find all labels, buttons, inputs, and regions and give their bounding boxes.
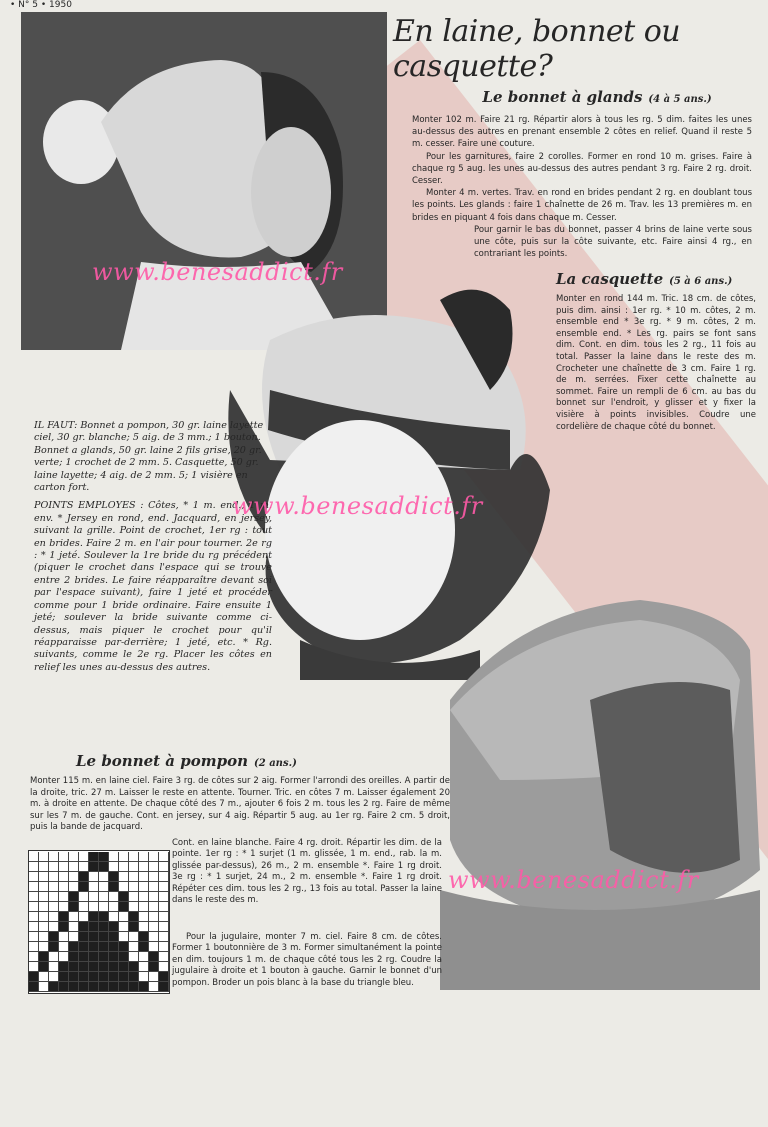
- grid-cell: [129, 942, 139, 952]
- grid-cell: [129, 912, 139, 922]
- grid-cell: [119, 872, 129, 882]
- section-casquette: [556, 270, 756, 433]
- grid-cell: [129, 852, 139, 862]
- grid-cell: [89, 942, 99, 952]
- grid-cell: [69, 952, 79, 962]
- section-pompon: [30, 752, 450, 834]
- grid-cell: [129, 962, 139, 972]
- grid-cell: [29, 892, 39, 902]
- grid-cell: [149, 962, 159, 972]
- grid-cell: [139, 872, 149, 882]
- grid-cell: [29, 962, 39, 972]
- grid-cell: [99, 942, 109, 952]
- grid-cell: [129, 982, 139, 992]
- glands-para-2: Pour les garnitures, faire 2 corolles. Former en rond 10 m. grises. Faire à chaque rg 5 aug. les unes au-dessus des autres pendant 3 rg. Faire 2 rg. droit. Cesser.: [412, 151, 752, 187]
- grid-cell: [39, 952, 49, 962]
- grid-cell: [109, 852, 119, 862]
- grid-cell: [159, 962, 169, 972]
- grid-cell: [129, 952, 139, 962]
- grid-cell: [139, 982, 149, 992]
- jacquard-grid: [28, 850, 170, 994]
- grid-cell: [39, 982, 49, 992]
- jacquard-grid-cells: [29, 851, 169, 993]
- grid-cell: [99, 982, 109, 992]
- grid-cell: [89, 922, 99, 932]
- grid-cell: [129, 922, 139, 932]
- grid-cell: [159, 972, 169, 982]
- grid-cell: [99, 952, 109, 962]
- pompon-para-1: Monter 115 m. en laine ciel. Faire 3 rg. de côtes sur 2 aig. Former l'arrondi des oreilles. A partir de la droite, tric. 27 m. Laisser le reste en attente. Tourner. Tric. en côtes 7 m. Laisser également 20 m. à droite en attente. De chaque côté des 7 m., ajouter 6 fois 2 m. tous les 2 rg. Faire de même sur les 7 m. de gauche. Cont. en jersey, sur 4 aig. Répartir 5 aug. au 1er rg. Faire 2 cm. 5 droit, puis la bande de jacquard.: [30, 776, 450, 833]
- grid-cell: [29, 932, 39, 942]
- grid-cell: [29, 922, 39, 932]
- casquette-age: (5 à 6 ans.): [669, 276, 733, 287]
- glands-para-3: Monter 4 m. vertes. Trav. en rond en brides pendant 2 rg. en doublant tous les points. Les glands : faire 1 chaînette de 26 m. Trav. les 13 premières m. en brides en piquant 4 fois dans chaque m. Cesser.: [412, 188, 752, 223]
- grid-cell: [79, 902, 89, 912]
- grid-cell: [69, 912, 79, 922]
- grid-cell: [29, 942, 39, 952]
- grid-cell: [79, 922, 89, 932]
- grid-cell: [49, 882, 59, 892]
- grid-cell: [139, 902, 149, 912]
- grid-cell: [69, 972, 79, 982]
- grid-cell: [79, 892, 89, 902]
- grid-cell: [59, 962, 69, 972]
- grid-cell: [159, 912, 169, 922]
- issue-header: • N° 5 • 1950: [10, 0, 72, 10]
- grid-cell: [69, 892, 79, 902]
- grid-cell: [49, 922, 59, 932]
- grid-cell: [39, 942, 49, 952]
- grid-cell: [29, 912, 39, 922]
- watermark-bottom: www.benesaddict.fr: [448, 866, 699, 894]
- grid-cell: [109, 872, 119, 882]
- grid-cell: [39, 902, 49, 912]
- grid-cell: [69, 902, 79, 912]
- grid-cell: [49, 962, 59, 972]
- grid-cell: [89, 862, 99, 872]
- grid-cell: [109, 922, 119, 932]
- grid-cell: [29, 882, 39, 892]
- grid-cell: [39, 972, 49, 982]
- section-glands: [412, 88, 752, 260]
- grid-cell: [49, 912, 59, 922]
- grid-cell: [39, 882, 49, 892]
- grid-cell: [59, 892, 69, 902]
- grid-cell: [119, 852, 129, 862]
- grid-cell: [139, 962, 149, 972]
- grid-cell: [149, 972, 159, 982]
- grid-cell: [149, 942, 159, 952]
- grid-cell: [89, 892, 99, 902]
- glands-para-4: Pour garnir le bas du bonnet, passer 4 brins de laine verte sous une côte, puis sur la côte suivante, etc. Faire ainsi 4 rg., en contrariant les points.: [474, 224, 752, 260]
- grid-cell: [129, 902, 139, 912]
- grid-cell: [79, 882, 89, 892]
- grid-cell: [49, 872, 59, 882]
- grid-cell: [29, 872, 39, 882]
- glands-heading: [412, 88, 752, 106]
- grid-cell: [129, 892, 139, 902]
- grid-cell: [89, 852, 99, 862]
- grid-cell: [89, 912, 99, 922]
- grid-cell: [119, 952, 129, 962]
- materials-para-2: POINTS EMPLOYES : Côtes, * 1 m. end., 1 m. env. * Jersey en rond, end. Jacquard, en jersey, suivant la grille. Point de crochet, 1er rg : tout en brides. Faire 2 m. en l'air pour tourner. 2e rg : * 1 jeté. Soulever la 1re bride du rg précédent (piquer le crochet dans l'espace qui se trouve entre 2 brides. Le faire réapparaître devant soi par l'espace suivant), faire 1 jeté et procéder comme pour 1 bride ordinaire. Faire ensuite 1 jeté; soulever la bride suivante comme ci-dessus, mais piquer le crochet pour qu'il réapparaisse par-derrière; 1 jeté, etc. * Rg. suivants, comme le 2e rg. Placer les côtes en relief les unes au-dessus des autres.: [34, 500, 272, 673]
- grid-cell: [139, 942, 149, 952]
- grid-cell: [29, 982, 39, 992]
- grid-cell: [139, 922, 149, 932]
- casquette-heading: [556, 270, 756, 288]
- grid-cell: [49, 982, 59, 992]
- grid-cell: [79, 872, 89, 882]
- grid-cell: [49, 942, 59, 952]
- grid-cell: [139, 892, 149, 902]
- grid-cell: [149, 882, 159, 892]
- grid-cell: [49, 932, 59, 942]
- grid-cell: [119, 962, 129, 972]
- grid-cell: [69, 862, 79, 872]
- pompon-age: (2 ans.): [254, 758, 297, 769]
- grid-cell: [99, 882, 109, 892]
- grid-cell: [119, 942, 129, 952]
- grid-cell: [89, 932, 99, 942]
- grid-cell: [29, 902, 39, 912]
- grid-cell: [39, 912, 49, 922]
- grid-cell: [99, 912, 109, 922]
- grid-cell: [149, 932, 159, 942]
- grid-cell: [69, 932, 79, 942]
- grid-cell: [59, 902, 69, 912]
- grid-cell: [79, 942, 89, 952]
- grid-cell: [159, 852, 169, 862]
- grid-cell: [99, 902, 109, 912]
- grid-cell: [129, 862, 139, 872]
- grid-cell: [99, 972, 109, 982]
- grid-cell: [109, 932, 119, 942]
- grid-cell: [159, 922, 169, 932]
- casquette-para-1: Monter en rond 144 m. Tric. 18 cm. de côtes, puis dim. ainsi : 1er rg. * 10 m. côtes, 2 m. ensemble end * 3e rg. * 9 m. côtes, 2 m. ensemble end. * Les rg. pairs se font sans dim. Cont. en dim. tous les 2 rg., 11 fois au total. Passer la laine dans le reste des m. Crocheter une chaînette de 3 cm. Faire 1 rg. de m. serrées. Fixer cette chaînette au sommet. Faire un rempli de 6 cm. au bas du bonnet sur l'endroit, y glisser et y fixer la visière à points invisibles. Coudre une cordelière de chaque côté du bonnet.: [556, 294, 756, 432]
- grid-cell: [39, 872, 49, 882]
- grid-cell: [89, 972, 99, 982]
- grid-cell: [79, 932, 89, 942]
- grid-cell: [39, 962, 49, 972]
- grid-cell: [159, 872, 169, 882]
- glands-age: (4 à 5 ans.): [648, 94, 712, 105]
- grid-cell: [139, 932, 149, 942]
- grid-cell: [119, 972, 129, 982]
- grid-cell: [99, 932, 109, 942]
- grid-cell: [49, 862, 59, 872]
- pompon-para-2: Cont. en laine blanche. Faire 4 rg. droit. Répartir les dim. de la pointe. 1er rg : * 1 surjet (1 m. glissée, 1 m. end., rab. la m. glissée par-dessus), 26 m., 2 m. ensemble *. Faire 1 rg droit. 3e rg : * 1 surjet, 24 m., 2 m. ensemble *. Faire 1 rg droit. Répéter ces dim. tous les 2 rg., 13 fois au total. Passer la laine dans le reste des m.: [172, 838, 442, 906]
- grid-cell: [159, 882, 169, 892]
- grid-cell: [89, 872, 99, 882]
- grid-cell: [89, 982, 99, 992]
- grid-cell: [69, 882, 79, 892]
- grid-cell: [159, 932, 169, 942]
- grid-cell: [149, 892, 159, 902]
- grid-cell: [89, 882, 99, 892]
- grid-cell: [29, 852, 39, 862]
- watermark-top: www.benesaddict.fr: [92, 258, 343, 286]
- grid-cell: [49, 902, 59, 912]
- grid-cell: [119, 862, 129, 872]
- grid-cell: [99, 872, 109, 882]
- grid-cell: [79, 982, 89, 992]
- grid-cell: [119, 912, 129, 922]
- grid-cell: [139, 852, 149, 862]
- grid-cell: [139, 882, 149, 892]
- grid-cell: [69, 942, 79, 952]
- section-pompon-jugulaire: [172, 932, 442, 989]
- page-title: En laine, bonnet ou casquette?: [393, 14, 681, 84]
- grid-cell: [59, 982, 69, 992]
- grid-cell: [119, 882, 129, 892]
- grid-cell: [79, 862, 89, 872]
- grid-cell: [59, 952, 69, 962]
- grid-cell: [149, 872, 159, 882]
- grid-cell: [49, 892, 59, 902]
- grid-cell: [109, 892, 119, 902]
- grid-cell: [99, 862, 109, 872]
- watermark-middle: www.benesaddict.fr: [232, 492, 483, 520]
- grid-cell: [119, 932, 129, 942]
- grid-cell: [129, 882, 139, 892]
- grid-cell: [59, 872, 69, 882]
- grid-cell: [79, 952, 89, 962]
- grid-cell: [149, 862, 159, 872]
- grid-cell: [99, 922, 109, 932]
- grid-cell: [69, 872, 79, 882]
- grid-cell: [109, 972, 119, 982]
- grid-cell: [149, 922, 159, 932]
- section-materials: [20, 420, 272, 674]
- grid-cell: [109, 902, 119, 912]
- grid-cell: [39, 932, 49, 942]
- grid-cell: [109, 952, 119, 962]
- grid-cell: [159, 952, 169, 962]
- grid-cell: [29, 952, 39, 962]
- grid-cell: [69, 852, 79, 862]
- grid-cell: [39, 862, 49, 872]
- grid-cell: [129, 932, 139, 942]
- grid-cell: [69, 962, 79, 972]
- grid-cell: [99, 962, 109, 972]
- grid-cell: [69, 922, 79, 932]
- grid-cell: [109, 962, 119, 972]
- grid-cell: [139, 972, 149, 982]
- grid-cell: [99, 852, 109, 862]
- grid-cell: [59, 912, 69, 922]
- grid-cell: [109, 982, 119, 992]
- grid-cell: [129, 972, 139, 982]
- grid-cell: [159, 892, 169, 902]
- grid-cell: [149, 902, 159, 912]
- grid-cell: [59, 862, 69, 872]
- grid-cell: [59, 972, 69, 982]
- pompon-title: Le bonnet à pompon: [76, 752, 249, 770]
- grid-cell: [29, 972, 39, 982]
- glands-title: Le bonnet à glands: [482, 88, 643, 106]
- grid-cell: [139, 912, 149, 922]
- grid-cell: [149, 982, 159, 992]
- grid-cell: [149, 952, 159, 962]
- grid-cell: [49, 952, 59, 962]
- grid-cell: [159, 862, 169, 872]
- grid-cell: [39, 852, 49, 862]
- grid-cell: [109, 882, 119, 892]
- grid-cell: [59, 942, 69, 952]
- grid-cell: [29, 862, 39, 872]
- casquette-title: La casquette: [556, 270, 664, 288]
- grid-cell: [109, 862, 119, 872]
- grid-cell: [109, 912, 119, 922]
- grid-cell: [139, 952, 149, 962]
- grid-cell: [159, 902, 169, 912]
- grid-cell: [39, 892, 49, 902]
- pompon-para-3: Pour la jugulaire, monter 7 m. ciel. Faire 8 cm. de côtes. Former 1 boutonnière de 3 m. Former simultanément la pointe en dim. toujours 1 m. de chaque côté tous les 2 rg. Coudre la jugulaire à droite et 1 bouton à gauche. Garnir le bonnet d'un pompon. Broder un pois blanc à la base du triangle bleu.: [172, 932, 442, 988]
- grid-cell: [149, 912, 159, 922]
- grid-cell: [119, 922, 129, 932]
- grid-cell: [89, 902, 99, 912]
- grid-cell: [79, 912, 89, 922]
- grid-cell: [129, 872, 139, 882]
- grid-cell: [39, 922, 49, 932]
- grid-cell: [49, 852, 59, 862]
- photo-child-hood: [440, 590, 762, 990]
- grid-cell: [119, 892, 129, 902]
- grid-cell: [139, 862, 149, 872]
- grid-cell: [79, 852, 89, 862]
- glands-para-1: Monter 102 m. Faire 21 rg. Répartir alors à tous les rg. 5 dim. faites les unes au-dessus des autres en prenant ensemble 2 côtes en relief. Quand il reste 5 m. cesser. Faire une couture.: [412, 115, 752, 150]
- photo-hood-drawing: [440, 590, 762, 990]
- pompon-heading: [30, 752, 450, 770]
- grid-cell: [149, 852, 159, 862]
- grid-cell: [69, 982, 79, 992]
- grid-cell: [109, 942, 119, 952]
- grid-cell: [59, 922, 69, 932]
- materials-para-1: IL FAUT: Bonnet a pompon, 30 gr. laine layette ciel, 30 gr. blanche; 5 aig. de 3 mm.; 1 bouton. Bonnet a glands, 50 gr. laine 2 fils grise, 20 gr. verte; 1 crochet de 2 mm. 5. Casquette, 50 gr. laine layette; 4 aig. de 2 mm. 5; 1 visière en carton fort.: [34, 420, 264, 494]
- grid-cell: [59, 852, 69, 862]
- grid-cell: [59, 882, 69, 892]
- grid-cell: [119, 982, 129, 992]
- grid-cell: [49, 972, 59, 982]
- grid-cell: [159, 942, 169, 952]
- grid-cell: [89, 962, 99, 972]
- grid-cell: [79, 972, 89, 982]
- grid-cell: [79, 962, 89, 972]
- grid-cell: [99, 892, 109, 902]
- grid-cell: [59, 932, 69, 942]
- grid-cell: [89, 952, 99, 962]
- section-pompon-cont: [172, 838, 442, 906]
- grid-cell: [159, 982, 169, 992]
- grid-cell: [119, 902, 129, 912]
